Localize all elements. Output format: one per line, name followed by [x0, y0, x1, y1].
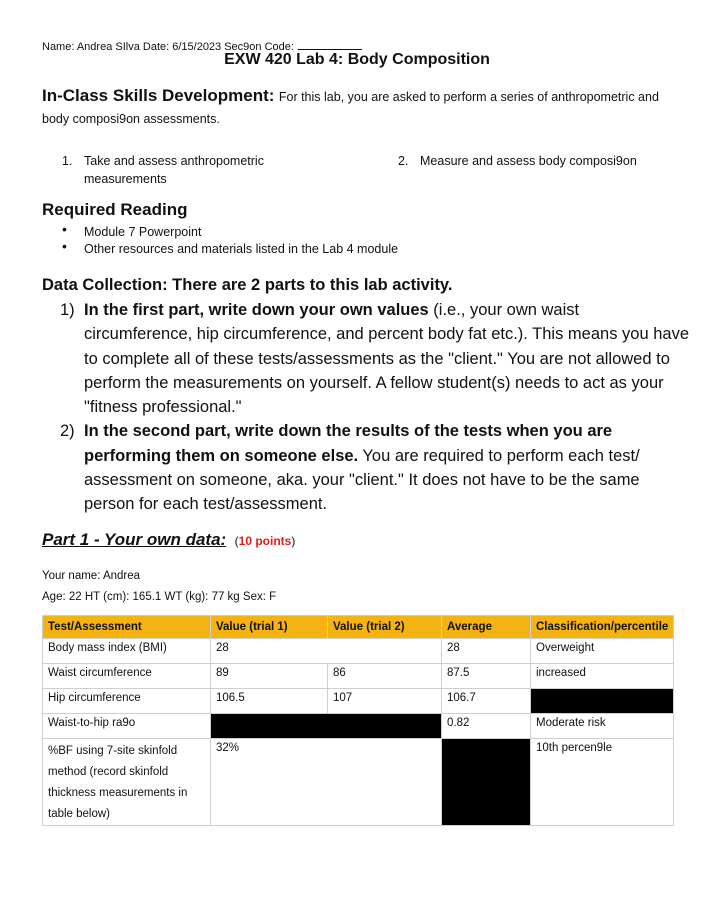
cell-test: Waist circumference: [43, 664, 211, 689]
cell-test: Hip circumference: [43, 689, 211, 714]
results-table: [42, 615, 674, 826]
goal-item-1: [62, 152, 302, 188]
table-row: [43, 714, 674, 739]
required-reading-list: [62, 224, 398, 258]
goal-item-2: [398, 152, 678, 170]
cell-classification: 10th percen9le: [531, 739, 674, 826]
in-class-section: [42, 85, 672, 130]
header-trial1: Value (trial 1): [211, 616, 328, 639]
part1-header: [42, 530, 295, 550]
header-test: Test/Assessment: [43, 616, 211, 639]
cell-trial1: 106.5: [211, 689, 328, 714]
section-code-blank: [298, 39, 362, 50]
cell-average: 0.82: [442, 714, 531, 739]
cell-trial1: 28: [211, 639, 442, 664]
points-label: (10 points): [234, 534, 296, 548]
table-row: [43, 639, 674, 664]
header-average: Average: [442, 616, 531, 639]
cell-test: %BF using 7-site skinfold method (record skinfold thickness measurements in table below): [43, 739, 211, 826]
your-name-line: Your name: Andrea: [42, 570, 141, 582]
item-number: 1): [60, 301, 75, 319]
goal-text-continued: measurements: [84, 172, 167, 186]
cell-redacted: [531, 689, 674, 714]
cell-test: Waist-to-hip ra9o: [43, 714, 211, 739]
cell-classification: Overweight: [531, 639, 674, 664]
document-title: EXW 420 Lab 4: Body Composition: [224, 51, 490, 68]
age-height-weight-line: Age: 22 HT (cm): 165.1 WT (kg): 77 kg Sex: F: [42, 591, 277, 603]
cell-redacted: [442, 739, 531, 826]
student-info-text: Name: Andrea SIlva Date: 6/15/2023 Sec9on Code:: [42, 41, 294, 53]
goal-text: Measure and assess body composi9on: [420, 154, 637, 168]
cell-average: 87.5: [442, 664, 531, 689]
cell-trial2: 107: [328, 689, 442, 714]
points-value: 10 points: [238, 534, 292, 548]
item-text: (i.e., your own waist circumference, hip circumference, and percent body fat etc.). This means you have to complete all of these tests/assessments as the "client." You are not allowed to perform the measurements on yourself. A fellow student(s) needs to act as your "fitness professional.": [84, 301, 689, 417]
cell-average: 28: [442, 639, 531, 664]
item-bold-text: In the second part, write down the results of the tests when you are performing them on someone else.: [84, 422, 613, 465]
cell-trial1: 89: [211, 664, 328, 689]
goal-number: 1.: [62, 154, 73, 168]
table-header-row: [43, 616, 674, 639]
data-collection-item-1: [60, 298, 690, 419]
cell-trial1: 32%: [211, 739, 442, 826]
data-collection-list: [60, 298, 690, 517]
in-class-heading: In-Class Skills Development:: [42, 86, 275, 105]
goal-number: 2.: [398, 154, 409, 168]
cell-redacted: [211, 714, 442, 739]
header-trial2: Value (trial 2): [328, 616, 442, 639]
part1-heading: Part 1 - Your own data:: [42, 530, 227, 549]
item-number: 2): [60, 422, 75, 441]
table-row: [43, 689, 674, 714]
item-text: You are required to perform each test/ assessment on someone, aka. your "client." It does not have to be the same person for each test/assessment.: [84, 446, 640, 514]
reading-item: • Other resources and materials listed in the Lab 4 module: [62, 241, 398, 258]
cell-average: 106.7: [442, 689, 531, 714]
data-collection-item-2: [60, 419, 690, 516]
header-classification: Classification/percentile: [531, 616, 674, 639]
cell-trial2: 86: [328, 664, 442, 689]
in-class-text: For this lab, you are asked to perform a series of anthropometric and body composi9on assessments.: [42, 90, 659, 126]
cell-classification: increased: [531, 664, 674, 689]
reading-item: • Module 7 Powerpoint: [62, 224, 398, 241]
required-reading-heading: Required Reading: [42, 200, 188, 219]
item-bold-text: In the first part, write down your own values: [84, 301, 429, 319]
cell-classification: Moderate risk: [531, 714, 674, 739]
table-row: [43, 739, 674, 826]
table-row: [43, 664, 674, 689]
goal-text: Take and assess anthropometric: [84, 154, 264, 168]
cell-test: Body mass index (BMI): [43, 639, 211, 664]
data-collection-heading: Data Collection: There are 2 parts to this lab activity.: [42, 276, 453, 294]
